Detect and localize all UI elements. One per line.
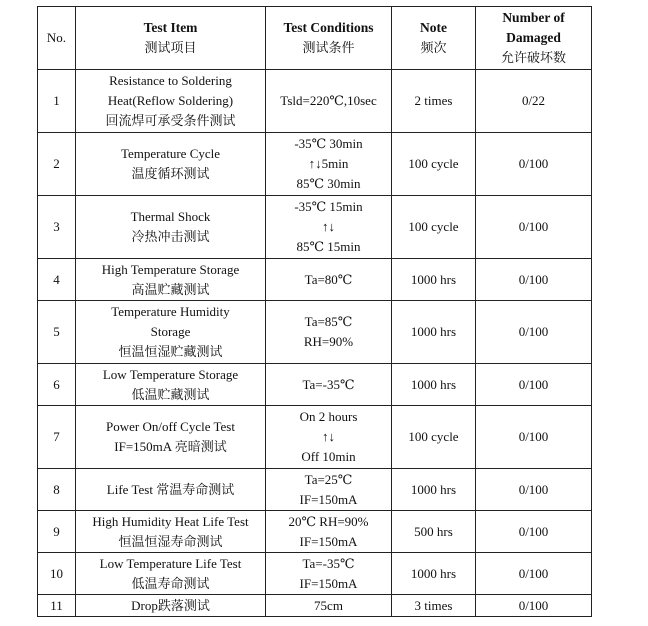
table-row: [38, 511, 592, 553]
test-item-cell: High Humidity Heat Life Test 恒温恒湿寿命测试: [76, 511, 266, 553]
row-number: 2: [38, 133, 76, 196]
header-note: Note 频次: [392, 7, 476, 70]
test-condition-cell: Tsld=220℃,10sec: [266, 70, 392, 133]
damaged-count-cell: 0/100: [476, 364, 592, 406]
test-item-cell: Drop跌落测试: [76, 595, 266, 617]
table-row: [38, 553, 592, 595]
test-item-cell: Resistance to Soldering Heat(Reflow Soldering) 回流焊可承受条件测试: [76, 70, 266, 133]
row-number: 7: [38, 406, 76, 469]
table-row: [38, 469, 592, 511]
reliability-test-table: [37, 6, 592, 617]
table-row: [38, 70, 592, 133]
damaged-count-cell: 0/100: [476, 553, 592, 595]
header-number-damaged: Number of Damaged 允许破坏数: [476, 7, 592, 70]
test-condition-cell: 75cm: [266, 595, 392, 617]
note-cell: 1000 hrs: [392, 469, 476, 511]
row-number: 3: [38, 196, 76, 259]
damaged-count-cell: 0/100: [476, 133, 592, 196]
test-condition-cell: Ta=80℃: [266, 259, 392, 301]
row-number: 6: [38, 364, 76, 406]
note-cell: 1000 hrs: [392, 553, 476, 595]
row-number: 10: [38, 553, 76, 595]
test-item-cell: Temperature Cycle 温度循环测试: [76, 133, 266, 196]
note-cell: 100 cycle: [392, 196, 476, 259]
test-item-cell: Low Temperature Life Test 低温寿命测试: [76, 553, 266, 595]
damaged-count-cell: 0/100: [476, 406, 592, 469]
test-item-cell: Temperature Humidity Storage 恒温恒湿贮藏测试: [76, 301, 266, 364]
damaged-count-cell: 0/100: [476, 301, 592, 364]
test-condition-cell: On 2 hours ↑↓ Off 10min: [266, 406, 392, 469]
test-condition-cell: -35℃ 15min ↑↓ 85℃ 15min: [266, 196, 392, 259]
damaged-count-cell: 0/100: [476, 259, 592, 301]
header-no: No.: [38, 7, 76, 70]
row-number: 4: [38, 259, 76, 301]
table-row: [38, 133, 592, 196]
test-item-cell: Life Test 常温寿命测试: [76, 469, 266, 511]
note-cell: 100 cycle: [392, 406, 476, 469]
table-row: [38, 364, 592, 406]
table-row: [38, 196, 592, 259]
test-condition-cell: Ta=-35℃ IF=150mA: [266, 553, 392, 595]
table-row: [38, 595, 592, 617]
row-number: 1: [38, 70, 76, 133]
table-body: [38, 70, 592, 617]
note-cell: 1000 hrs: [392, 259, 476, 301]
table-row: [38, 406, 592, 469]
row-number: 8: [38, 469, 76, 511]
test-item-cell: Power On/off Cycle Test IF=150mA 亮暗测试: [76, 406, 266, 469]
table-row: [38, 301, 592, 364]
row-number: 9: [38, 511, 76, 553]
test-item-cell: High Temperature Storage 高温贮藏测试: [76, 259, 266, 301]
table-row: [38, 259, 592, 301]
test-condition-cell: Ta=-35℃: [266, 364, 392, 406]
header-row: [38, 7, 592, 70]
note-cell: 2 times: [392, 70, 476, 133]
note-cell: 500 hrs: [392, 511, 476, 553]
test-item-cell: Low Temperature Storage 低温贮藏测试: [76, 364, 266, 406]
note-cell: 3 times: [392, 595, 476, 617]
header-test-item: Test Item 测试项目: [76, 7, 266, 70]
note-cell: 1000 hrs: [392, 364, 476, 406]
damaged-count-cell: 0/100: [476, 196, 592, 259]
note-cell: 100 cycle: [392, 133, 476, 196]
damaged-count-cell: 0/100: [476, 469, 592, 511]
test-condition-cell: Ta=85℃ RH=90%: [266, 301, 392, 364]
damaged-count-cell: 0/100: [476, 595, 592, 617]
test-item-cell: Thermal Shock 冷热冲击测试: [76, 196, 266, 259]
damaged-count-cell: 0/100: [476, 511, 592, 553]
row-number: 5: [38, 301, 76, 364]
note-cell: 1000 hrs: [392, 301, 476, 364]
test-condition-cell: 20℃ RH=90% IF=150mA: [266, 511, 392, 553]
row-number: 11: [38, 595, 76, 617]
header-test-conditions: Test Conditions 测试条件: [266, 7, 392, 70]
damaged-count-cell: 0/22: [476, 70, 592, 133]
test-condition-cell: -35℃ 30min ↑↓5min 85℃ 30min: [266, 133, 392, 196]
test-condition-cell: Ta=25℃ IF=150mA: [266, 469, 392, 511]
